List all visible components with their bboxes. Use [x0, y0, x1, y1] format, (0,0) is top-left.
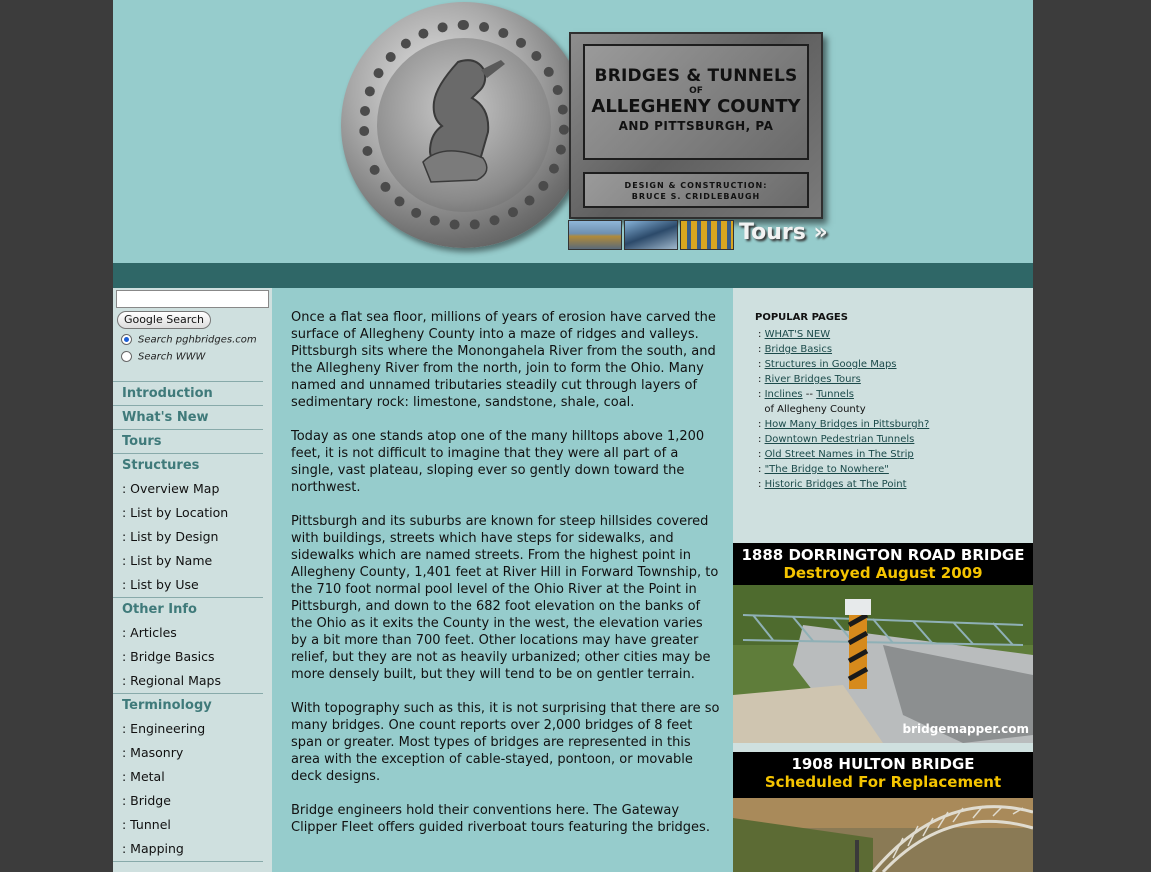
tour-thumb-2[interactable] — [624, 220, 678, 250]
nav-engineering[interactable]: : Engineering — [122, 721, 206, 736]
title-box — [583, 44, 809, 160]
radio-www-label: Search WWW — [138, 351, 206, 363]
main-content — [272, 288, 733, 872]
paragraph: Once a flat sea floor, millions of years of erosion have carved the surface of Allegheny County into a maze of ridges and valleys. Pittsburgh sits where the Monongahela River from the south, and the Allegheny River from the north, join to form the Ohio. Many named and unnamed tributaries steadily cut through layers of sedimentary rock: limestone, sandstone, shale, coal. — [291, 310, 716, 410]
popular-prefix: : — [758, 434, 765, 445]
promo-spacer — [733, 743, 1033, 752]
nav-whats-new[interactable]: What's New — [113, 405, 263, 429]
promo-dorrington-image[interactable] — [733, 585, 1033, 743]
popular-prefix: : — [758, 344, 765, 355]
right-column — [733, 288, 1033, 872]
statue-figure-icon — [403, 52, 523, 192]
nav-masonry[interactable]: : Masonry — [122, 745, 184, 760]
promo-hulton-image[interactable] — [733, 798, 1033, 872]
popular-prefix: : — [758, 419, 765, 430]
tours-link[interactable]: Tours » — [739, 220, 828, 245]
sidebar-nav — [113, 381, 263, 862]
popular-item — [758, 342, 929, 357]
header-bar — [113, 263, 1033, 288]
credit-line2: BRUCE S. CRIDLEBAUGH — [631, 192, 761, 201]
promo-dorrington-line2: Destroyed August 2009 — [783, 564, 983, 582]
plaque-line4: AND PITTSBURGH, PA — [618, 119, 774, 133]
dorrington-bridge-photo-icon — [733, 585, 1033, 743]
search-input[interactable] — [116, 290, 269, 308]
nav-list-by-use[interactable]: : List by Use — [122, 577, 199, 592]
popular-link-river-tours[interactable]: River Bridges Tours — [764, 374, 861, 385]
promo-hulton-title[interactable] — [733, 752, 1033, 798]
popular-item — [758, 402, 929, 417]
popular-subtext: of Allegheny County — [758, 404, 866, 415]
popular-pages-list — [758, 327, 929, 492]
tour-thumb-1[interactable] — [568, 220, 622, 250]
popular-item — [758, 357, 929, 372]
popular-prefix: : — [758, 464, 765, 475]
nav-overview-map[interactable]: : Overview Map — [122, 481, 220, 496]
radio-site-label: Search pghbridges.com — [138, 334, 257, 346]
popular-pages-title: POPULAR PAGES — [755, 312, 848, 323]
popular-item — [758, 447, 929, 462]
popular-prefix: : — [758, 449, 765, 460]
popular-link-whats-new[interactable]: WHAT'S NEW — [764, 329, 831, 340]
nav-bridge[interactable]: : Bridge — [122, 793, 171, 808]
nav-list-by-name[interactable]: : List by Name — [122, 553, 213, 568]
nav-list-by-location[interactable]: : List by Location — [122, 505, 229, 520]
popular-link-pedestrian-tunnels[interactable]: Downtown Pedestrian Tunnels — [764, 434, 915, 445]
radio-unselected-icon[interactable] — [121, 351, 132, 362]
popular-item — [758, 477, 929, 492]
google-search-button[interactable]: Google Search — [117, 311, 211, 329]
popular-prefix: : — [758, 359, 765, 370]
promo-hulton-line2: Scheduled For Replacement — [764, 773, 1002, 791]
popular-item — [758, 432, 929, 447]
nav-regional-maps[interactable]: : Regional Maps — [122, 673, 221, 688]
popular-link-inclines[interactable]: Inclines — [764, 389, 803, 400]
credit-line1: DESIGN & CONSTRUCTION: — [624, 181, 768, 190]
popular-link-google-maps[interactable]: Structures in Google Maps — [764, 359, 897, 370]
nav-metal[interactable]: : Metal — [122, 769, 165, 784]
promo-dorrington-line1: 1888 DORRINGTON ROAD BRIDGE — [741, 546, 1025, 564]
paragraph: Pittsburgh and its suburbs are known for steep hillsides covered with buildings, streets which have steps for sidewalks, and sidewalks which are named streets. From the highest point in Allegheny County, 1,401 feet at River Hill in Forward Township, to the 710 foot normal pool level of the Ohio River at the Point in Pittsburgh, and down to the 682 foot elevation on the banks of the Ohio as it exits the County in the west, the elevation varies by a bit more than 700 feet. Other locations may have greater relief, but they are not as heavily urbanized; other cities may be more densely built, but they will tend to be on gentler terrain. — [291, 514, 719, 682]
nav-mapping[interactable]: : Mapping — [122, 841, 184, 856]
popular-separator: -- — [802, 389, 817, 400]
popular-link-how-many[interactable]: How Many Bridges in Pittsburgh? — [764, 419, 930, 430]
promo-dorrington-watermark: bridgemapper.com — [902, 722, 1029, 736]
popular-item — [758, 372, 929, 387]
nav-tours[interactable]: Tours — [113, 429, 263, 453]
nav-introduction[interactable]: Introduction — [113, 381, 263, 405]
nav-divider — [113, 861, 263, 862]
plaque-line2: OF — [689, 86, 703, 96]
nav-articles[interactable]: : Articles — [122, 625, 177, 640]
popular-item — [758, 327, 929, 342]
nav-tunnel[interactable]: : Tunnel — [122, 817, 171, 832]
popular-prefix: : — [758, 329, 765, 340]
tour-thumb-3[interactable] — [680, 220, 734, 250]
radio-site-row[interactable] — [121, 334, 257, 346]
nav-terminology[interactable]: Terminology — [113, 693, 263, 717]
popular-link-bridge-basics[interactable]: Bridge Basics — [764, 344, 833, 355]
paragraph: With topography such as this, it is not surprising that there are so many bridges. One count reports over 2,000 bridges of 8 feet span or greater. Most types of bridges are represented in this area with the exception of cable-stayed, pontoon, or movable deck designs. — [291, 701, 720, 784]
promo-dorrington-title[interactable] — [733, 543, 1033, 585]
credit-box — [583, 172, 809, 208]
hulton-bridge-photo-icon — [733, 798, 1033, 872]
left-sidebar — [113, 288, 272, 872]
nav-list-by-design[interactable]: : List by Design — [122, 529, 219, 544]
plaque-line3: ALLEGHENY COUNTY — [591, 96, 801, 117]
radio-www-row[interactable] — [121, 351, 205, 363]
medallion-logo — [341, 2, 587, 248]
plaque-line1: BRIDGES & TUNNELS — [594, 66, 798, 86]
popular-link-tunnels[interactable]: Tunnels — [816, 389, 854, 400]
nav-other-info[interactable]: Other Info — [113, 597, 263, 621]
popular-link-old-street-names[interactable]: Old Street Names in The Strip — [764, 449, 914, 460]
popular-item — [758, 417, 929, 432]
promo-hulton-line1: 1908 HULTON BRIDGE — [791, 755, 975, 773]
popular-prefix: : — [758, 374, 765, 385]
radio-selected-icon[interactable] — [121, 334, 132, 345]
page — [113, 0, 1033, 872]
title-plaque — [569, 32, 823, 219]
popular-item — [758, 462, 929, 477]
nav-bridge-basics[interactable]: : Bridge Basics — [122, 649, 215, 664]
popular-link-bridge-to-nowhere[interactable]: "The Bridge to Nowhere" — [764, 464, 889, 475]
popular-prefix: : — [758, 479, 765, 490]
popular-prefix: : — [758, 389, 765, 400]
site-header — [113, 0, 1033, 263]
nav-structures[interactable]: Structures — [113, 453, 263, 477]
popular-item — [758, 387, 929, 402]
paragraph: Today as one stands atop one of the many hilltops above 1,200 feet, it is not difficult to imagine that they were all part of a single, vast plateau, sloping ever so gently down toward the northwest. — [291, 429, 705, 495]
popular-link-historic-bridges[interactable]: Historic Bridges at The Point — [764, 479, 907, 490]
paragraph: Bridge engineers hold their conventions here. The Gateway Clipper Fleet offers guided riverboat tours featuring the bridges. — [291, 803, 710, 835]
